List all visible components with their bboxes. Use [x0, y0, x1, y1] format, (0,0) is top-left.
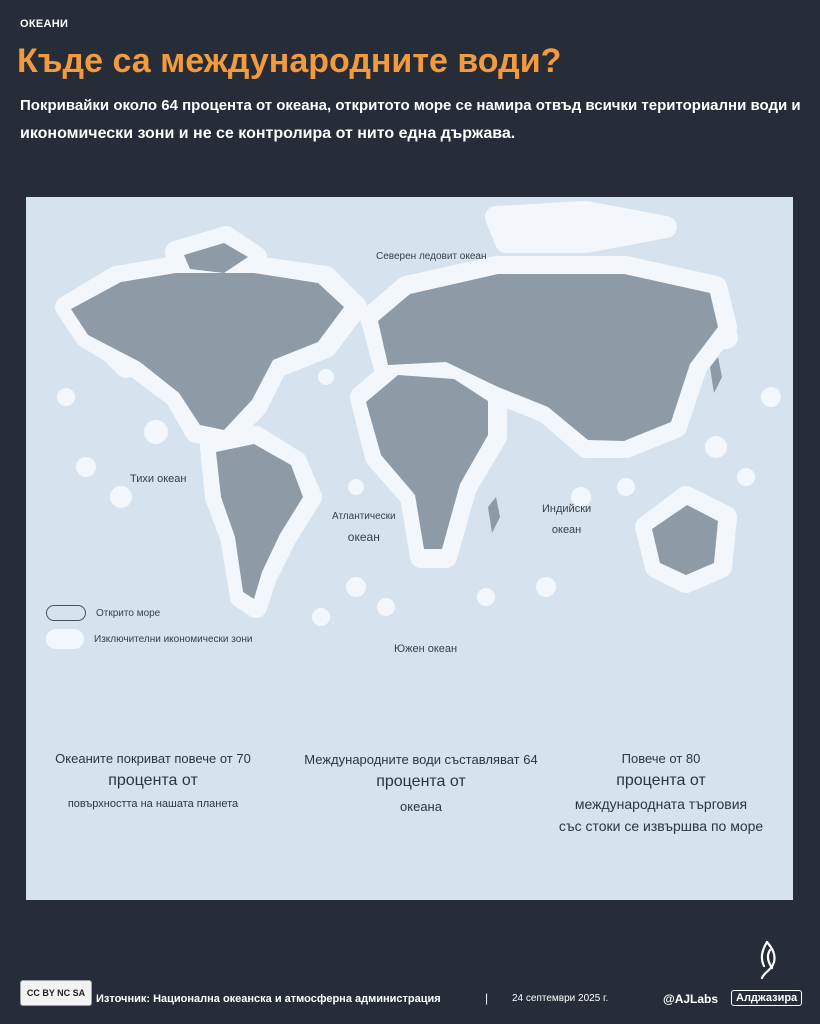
stat-1-line1: Океаните покриват повече от 70 [55, 751, 251, 766]
label-indian-line1: Индийски [542, 503, 592, 515]
cc-license-badge[interactable]: CC BY NC SA [20, 980, 92, 1006]
legend-open-sea-label: Открито море [96, 607, 161, 619]
label-indian-line2: океан [551, 523, 582, 536]
stat-sea-trade [516, 751, 793, 834]
stat-2-line3: океана [400, 799, 442, 814]
stat-3-line1: Повече от 80 [621, 751, 701, 766]
source-credit: Източник: Национална океанска и атмосферна администрация [96, 993, 441, 1005]
brand-logo[interactable]: Алджазира [731, 990, 802, 1006]
stat-3-line2: процента от [616, 772, 706, 789]
stat-1-line2: процента от [108, 772, 198, 789]
legend-eez-label: Изключителни икономически зони [94, 633, 253, 645]
label-atlantic-ocean [332, 507, 396, 549]
aljazeera-logo-icon [752, 940, 782, 982]
eez-swatch [46, 629, 84, 649]
stat-3-line4: със стоки се извършва по море [558, 818, 764, 834]
page-title: Къде са международните води? [17, 42, 562, 80]
label-atlantic-line2: океан [347, 530, 380, 544]
kicker: ОКЕАНИ [20, 18, 69, 30]
legend-open-sea [46, 605, 160, 621]
publish-date: 24 септември 2025 г. [512, 993, 609, 1004]
map-panel [26, 197, 793, 900]
stat-ocean-coverage [38, 751, 268, 810]
footer [0, 980, 820, 1020]
madagascar [488, 497, 500, 533]
stat-2-line1: Международните води съставляват 64 [304, 752, 538, 767]
legend-eez [46, 629, 252, 649]
stat-1-line3: повърхността на нашата планета [67, 798, 239, 810]
open-sea-swatch [46, 605, 86, 621]
label-arctic-ocean: Северен ледовит океан [376, 251, 487, 262]
stat-3-line3: международната търговия [574, 796, 748, 812]
social-handle[interactable]: @AJLabs [663, 992, 719, 1006]
label-southern-ocean: Южен океан [394, 643, 458, 655]
subtitle-line-1: Покривайки около 64 процента от океана, откритото море се намира отвъд всички териториални води и [20, 97, 801, 114]
label-indian-ocean [542, 499, 591, 541]
world-map [26, 197, 793, 697]
footer-separator: | [485, 991, 489, 1005]
label-pacific-ocean: Тихи океан [130, 473, 187, 485]
subtitle-line-2: икономически зони и не се контролира от нито една държава. [20, 125, 516, 142]
label-atlantic-line1: Атлантически [332, 511, 396, 522]
stat-2-line2: процента от [376, 773, 466, 790]
